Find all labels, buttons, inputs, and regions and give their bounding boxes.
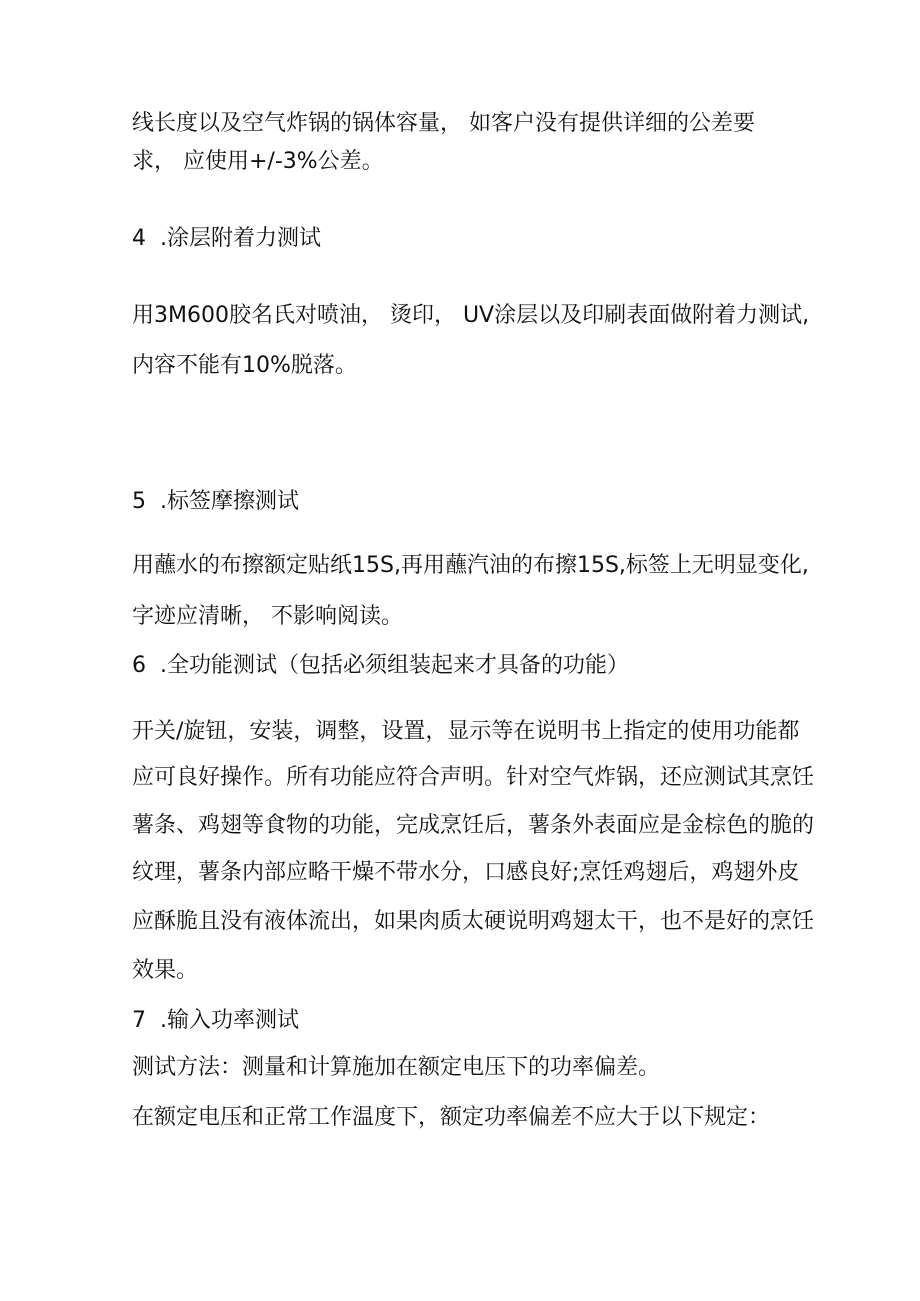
paragraph-line: 纹理，薯条内部应略干燥不带水分，口感良好;烹饪鸡翅后，鸡翅外皮 <box>132 860 800 885</box>
section-heading-6 <box>132 651 629 681</box>
section-title: .标签摩擦测试 <box>160 489 299 514</box>
paragraph-line: 效果。 <box>132 958 199 983</box>
section-number: 7 <box>132 1008 146 1033</box>
section-title: .涂层附着力测试 <box>160 226 321 251</box>
paragraph-line: 应酥脆且没有液体流出，如果肉质太硬说明鸡翅太干，也不是好的烹饪 <box>132 909 815 934</box>
paragraph-line: 薯条、鸡翅等食物的功能，完成烹饪后，薯条外表面应是金棕色的脆的 <box>132 813 815 838</box>
section-number: 5 <box>132 489 146 514</box>
section-number: 4 <box>132 226 146 251</box>
section-heading-7 <box>132 1006 299 1036</box>
section-title: .输入功率测试 <box>160 1008 299 1033</box>
paragraph-line: 用蘸水的布擦额定贴纸15S,再用蘸汽油的布擦15S,标签上无明显变化, <box>132 553 809 578</box>
section-number: 6 <box>132 653 146 678</box>
paragraph-line: 用3M600胶名氏对喷油， 烫印， UV涂层以及印刷表面做附着力测试, <box>132 303 810 328</box>
paragraph-line: 测试方法：测量和计算施加在额定电压下的功率偏差。 <box>132 1055 661 1080</box>
section-heading-4 <box>132 224 321 254</box>
paragraph-line: 线长度以及空气炸锅的锅体容量， 如客户没有提供详细的公差要 <box>132 111 755 136</box>
paragraph-line: 内容不能有10%脱落。 <box>132 353 357 378</box>
section-heading-5 <box>132 487 299 517</box>
paragraph-line: 求， 应使用+/-3%公差。 <box>132 149 384 174</box>
paragraph-line: 开关/旋钮，安装，调整，设置，显示等在说明书上指定的使用功能都 <box>132 719 800 744</box>
section-title: .全功能测试（包括必须组装起来才具备的功能） <box>160 653 629 678</box>
paragraph-line: 应可良好操作。所有功能应符合声明。针对空气炸锅，还应测试其烹饪 <box>132 765 815 790</box>
paragraph-line: 在额定电压和正常工作温度下，额定功率偏差不应大于以下规定： <box>132 1105 771 1130</box>
paragraph-line: 字迹应清晰， 不影响阅读。 <box>132 604 403 629</box>
